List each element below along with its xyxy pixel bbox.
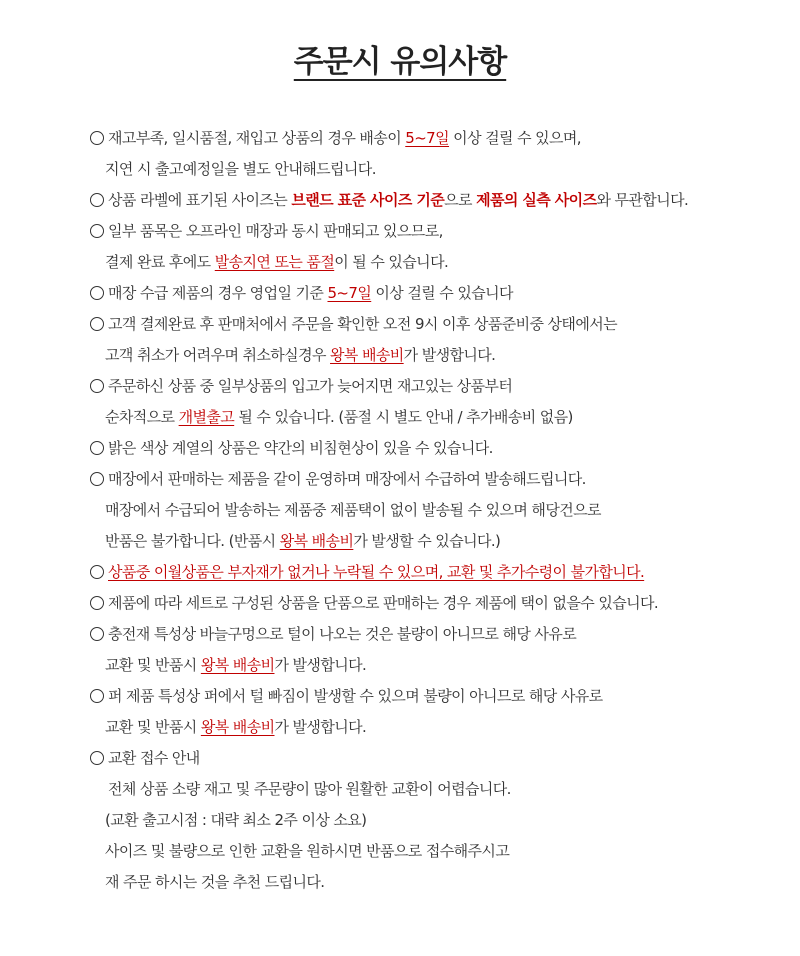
highlight-text: 발송지연 또는 품절 <box>214 253 335 271</box>
notice-item: 고객 결제완료 후 판매처에서 주문을 확인한 오전 9시 이후 상품준비중 상태에서는 <box>90 309 790 340</box>
highlight-text: 브랜드 표준 사이즈 기준 <box>291 191 445 209</box>
notice-item: 상품 라벨에 표기된 사이즈는 브랜드 표준 사이즈 기준으로 제품의 실측 사이즈와 무관합니다. <box>90 185 790 216</box>
notice-item: 일부 품목은 오프라인 매장과 동시 판매되고 있으므로, <box>90 216 790 247</box>
notice-item: 재고부족, 일시품절, 재입고 상품의 경우 배송이 5~7일 이상 걸릴 수 있으며, <box>90 123 790 154</box>
notice-item-continued: 재 주문 하시는 것을 추천 드립니다. <box>105 873 325 891</box>
notice-item-continued: 교환 및 반품시 왕복 배송비가 발생합니다. <box>105 718 367 736</box>
notice-item-continued: 매장에서 수급되어 발송하는 제품중 제품택이 없이 발송될 수 있으며 해당건으로 <box>105 501 601 519</box>
notice-item: 퍼 제품 특성상 퍼에서 털 빠짐이 발생할 수 있으며 불량이 아니므로 해당 사유로 <box>90 681 790 712</box>
highlight-text: 개별출고 <box>178 408 235 426</box>
circle-bullet-icon <box>90 596 104 610</box>
circle-bullet-icon <box>90 317 104 331</box>
highlight-text: 5~7일 <box>405 129 450 147</box>
highlight-text: 왕복 배송비 <box>330 346 404 364</box>
circle-bullet-icon <box>90 193 104 207</box>
highlight-text: 왕복 배송비 <box>200 718 275 736</box>
notice-item: 매장 수급 제품의 경우 영업일 기준 5~7일 이상 걸릴 수 있습니다 <box>90 278 790 309</box>
notice-item: 제품에 따라 세트로 구성된 상품을 단품으로 판매하는 경우 제품에 택이 없을수 있습니다. <box>90 588 790 619</box>
notice-item-continued: 결제 완료 후에도 발송지연 또는 품절이 될 수 있습니다. <box>105 253 449 271</box>
notice-item: 주문하신 상품 중 일부상품의 입고가 늦어지면 재고있는 상품부터 <box>90 371 790 402</box>
circle-bullet-icon <box>90 472 104 486</box>
highlight-text: 5~7일 <box>327 284 372 302</box>
notice-item: 충전재 특성상 바늘구멍으로 털이 나오는 것은 불량이 아니므로 해당 사유로 <box>90 619 790 650</box>
notice-item-continued: 전체 상품 소량 재고 및 주문량이 많아 원활한 교환이 어렵습니다. <box>108 780 511 798</box>
notice-item-continued: 지연 시 출고예정일을 별도 안내해드립니다. <box>105 160 376 178</box>
notice-item: 밝은 색상 계열의 상품은 약간의 비침현상이 있을 수 있습니다. <box>90 433 790 464</box>
page-title: 주문시 유의사항 <box>293 44 507 80</box>
notice-item-continued: 교환 및 반품시 왕복 배송비가 발생합니다. <box>105 656 367 674</box>
circle-bullet-icon <box>90 751 104 765</box>
circle-bullet-icon <box>90 286 104 300</box>
notice-item-continued: 사이즈 및 불량으로 인한 교환을 원하시면 반품으로 접수해주시고 <box>105 842 510 860</box>
page-title-wrap <box>0 36 800 81</box>
circle-bullet-icon <box>90 441 104 455</box>
circle-bullet-icon <box>90 379 104 393</box>
notice-item: 매장에서 판매하는 제품을 같이 운영하며 매장에서 수급하여 발송해드립니다. <box>90 464 790 495</box>
circle-bullet-icon <box>90 689 104 703</box>
notice-item-continued: 순차적으로 개별출고 될 수 있습니다. (품절 시 별도 안내 / 추가배송비 없음) <box>105 408 573 426</box>
notice-item <box>90 557 790 588</box>
notice-item-continued: 고객 취소가 어려우며 취소하실경우 왕복 배송비가 발생합니다. <box>105 346 496 364</box>
notice-list <box>90 123 790 898</box>
notice-item: 교환 접수 안내 <box>90 743 790 774</box>
highlight-text: 왕복 배송비 <box>200 656 275 674</box>
circle-bullet-icon <box>90 224 104 238</box>
notice-item-continued: 반품은 불가합니다. (반품시 왕복 배송비가 발생할 수 있습니다.) <box>105 532 501 550</box>
circle-bullet-icon <box>90 627 104 641</box>
highlight-text: 상품중 이월상품은 부자재가 없거나 누락될 수 있으며, 교환 및 추가수령이 불가합니다. <box>108 563 645 581</box>
highlight-text: 왕복 배송비 <box>279 532 354 550</box>
highlight-text: 제품의 실측 사이즈 <box>476 191 597 209</box>
notice-item-continued: (교환 출고시점 : 대략 최소 2주 이상 소요) <box>105 811 367 829</box>
circle-bullet-icon <box>90 131 104 145</box>
circle-bullet-icon <box>90 565 104 579</box>
